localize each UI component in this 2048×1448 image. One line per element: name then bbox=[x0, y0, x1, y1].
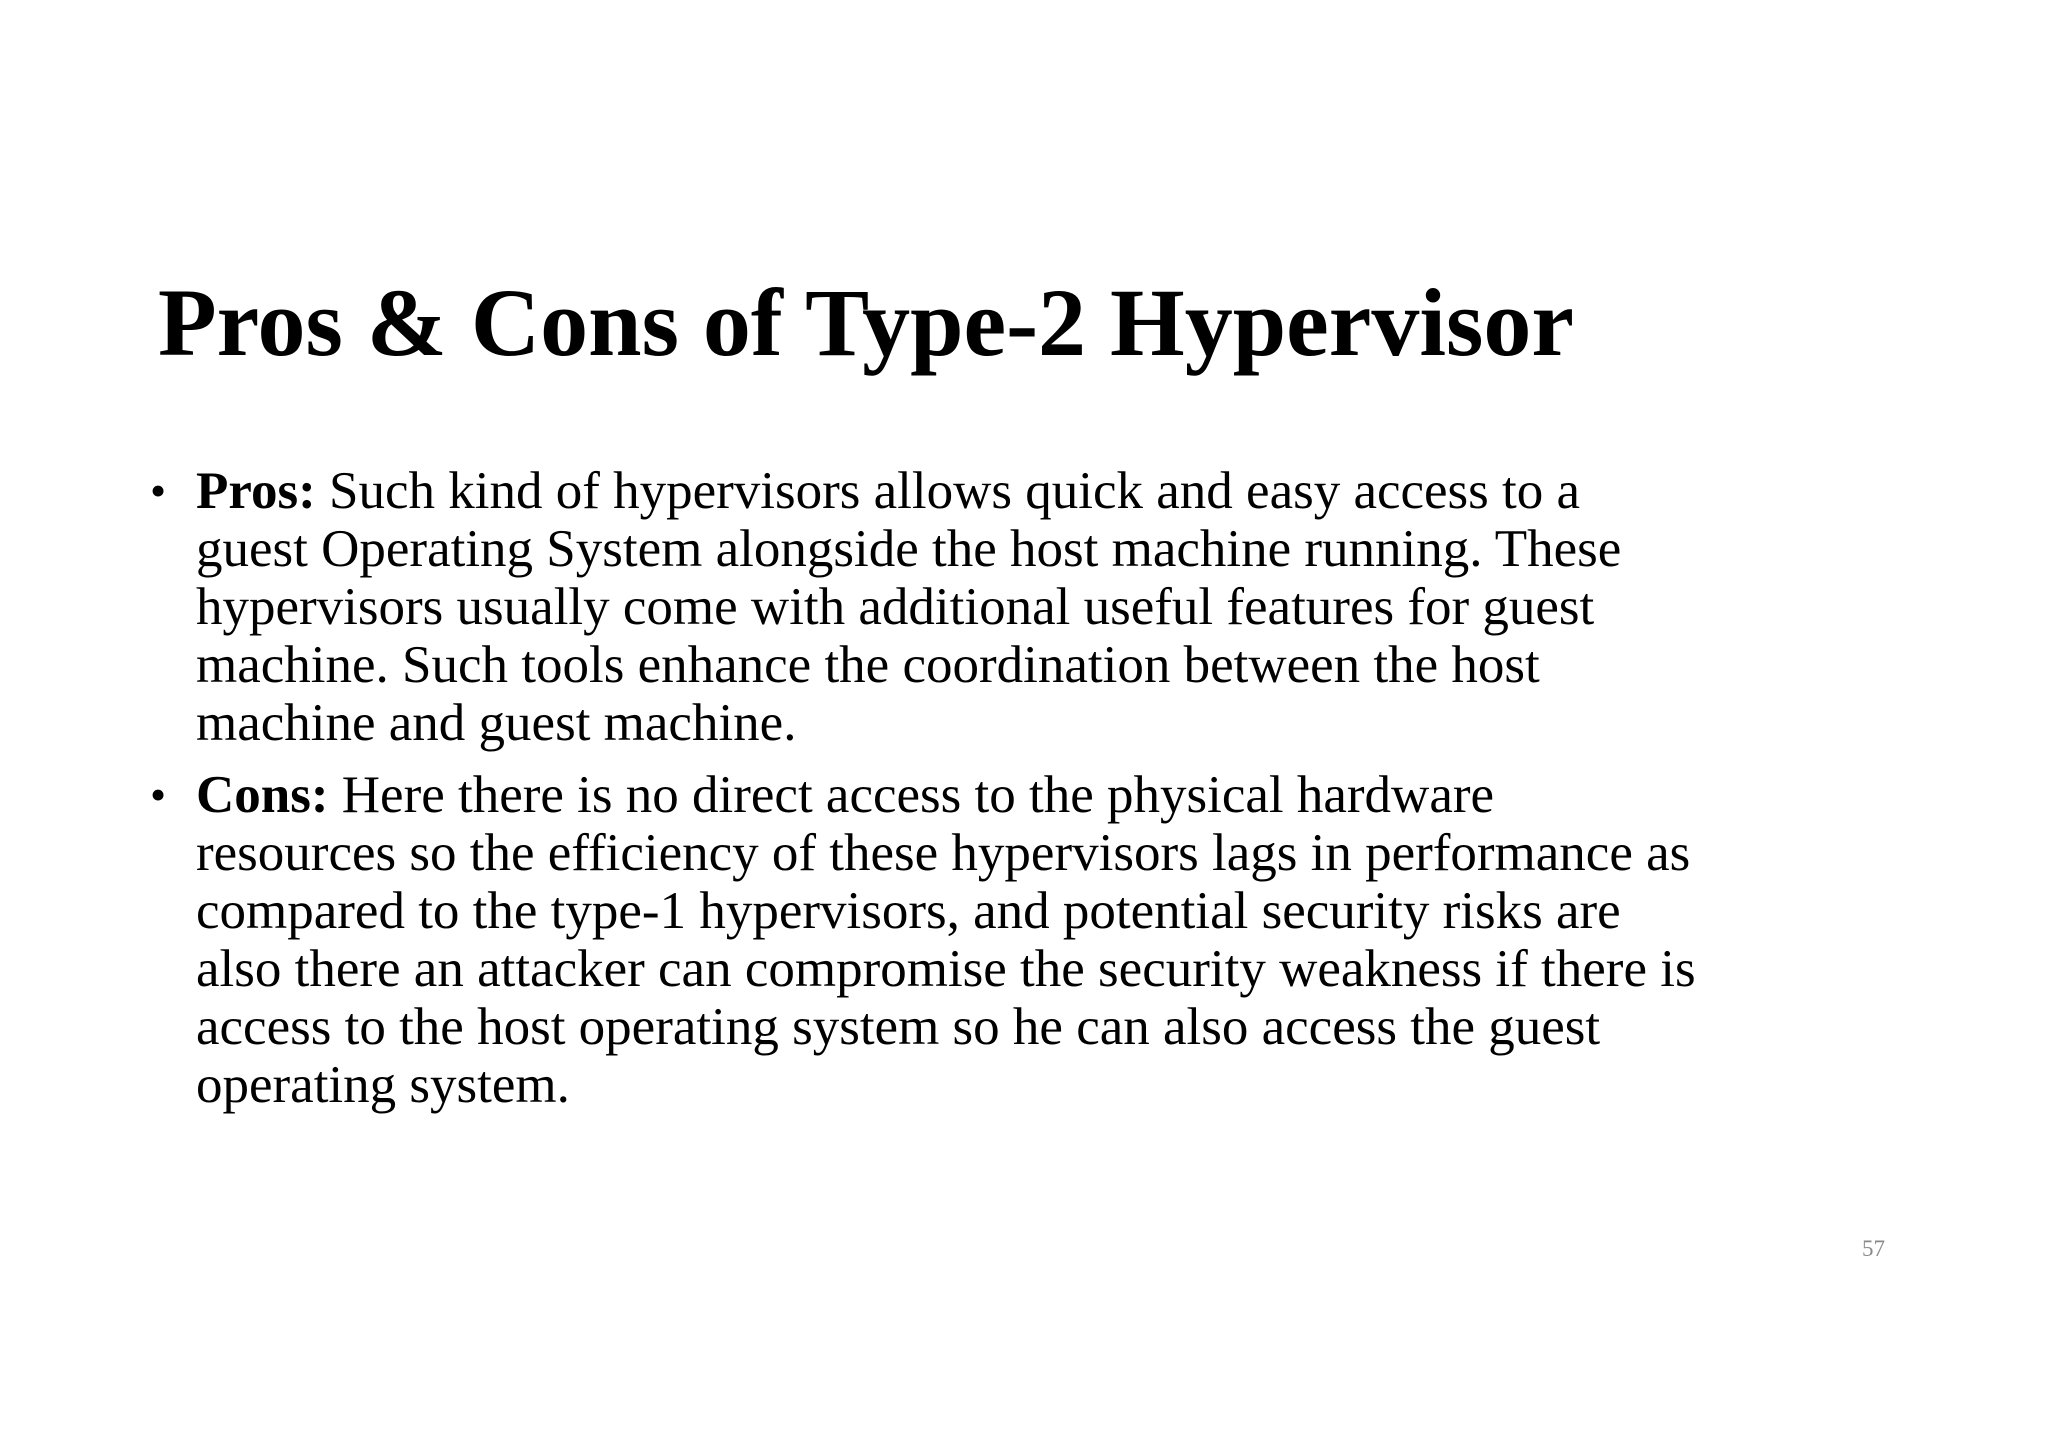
cons-text-line-5: access to the host operating system so he can also access the guest bbox=[196, 998, 1601, 1056]
pros-text-line-4: machine. Such tools enhance the coordination between the host bbox=[196, 636, 1540, 694]
slide-title: Pros & Cons of Type-2 Hypervisor bbox=[158, 269, 1574, 376]
bullet-icon: • bbox=[150, 465, 167, 516]
pros-text-line-3: hypervisors usually come with additional useful features for guest bbox=[196, 578, 1595, 636]
cons-label: Cons: bbox=[196, 766, 329, 824]
bullet-list bbox=[150, 462, 1910, 1128]
cons-text-line-2: resources so the efficiency of these hypervisors lags in performance as bbox=[196, 824, 1691, 882]
bullet-pros bbox=[150, 462, 1910, 752]
pros-text-line-5: machine and guest machine. bbox=[196, 694, 797, 752]
bullet-line bbox=[196, 766, 1910, 824]
cons-text-line-6: operating system. bbox=[196, 1056, 570, 1114]
page-number: 57 bbox=[1862, 1236, 1885, 1261]
bullet-cons bbox=[150, 766, 1910, 1114]
bullet-icon: • bbox=[150, 769, 167, 820]
pros-text-line-1: Such kind of hypervisors allows quick and easy access to a bbox=[315, 462, 1581, 520]
cons-text-line-3: compared to the type-1 hypervisors, and potential security risks are bbox=[196, 882, 1621, 940]
pros-text-line-2: guest Operating System alongside the host machine running. These bbox=[196, 520, 1622, 578]
cons-text-line-4: also there an attacker can compromise the security weakness if there is bbox=[196, 940, 1696, 998]
bullet-line bbox=[196, 462, 1910, 520]
pros-label: Pros: bbox=[196, 462, 316, 520]
cons-text-line-1: Here there is no direct access to the physical hardware bbox=[328, 766, 1495, 824]
